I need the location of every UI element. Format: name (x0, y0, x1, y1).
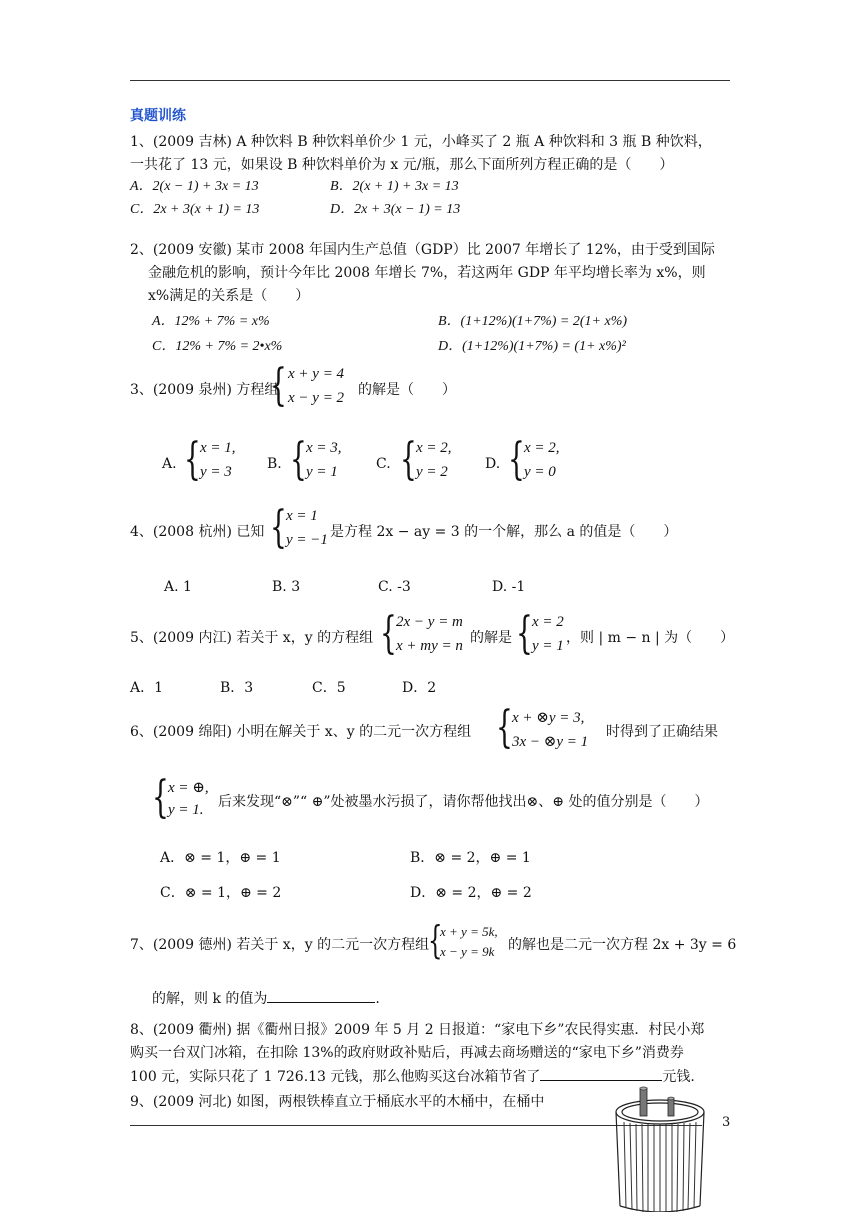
q3-eq2: x − y = 2 (288, 390, 345, 406)
brace-icon: { (270, 360, 287, 411)
q8-answer-blank[interactable] (540, 1066, 662, 1081)
q6-line2: 后来发现“⊗”“ ⊕”处被墨水污损了，请你帮他找出⊗、⊕ 处的值分别是（ ） (218, 794, 709, 810)
q6-prefix: 6、(2009 绵阳) 小明在解关于 x、y 的二元一次方程组 (130, 724, 472, 740)
brace-icon: { (400, 434, 417, 485)
q3-c-y: y = 2 (416, 464, 448, 480)
brace-icon: { (496, 702, 513, 753)
q3-d-y: y = 0 (524, 464, 556, 480)
q2-option-a: A．12% + 7% = x% (152, 314, 270, 329)
q4-option-d: D. -1 (492, 579, 526, 595)
q4-eq2: y = −1 (286, 532, 328, 548)
q5-s2: y = 1 (532, 638, 564, 654)
q3-d-label: D. (485, 456, 501, 472)
q7-eq2: x − y = 9k (440, 944, 495, 959)
q3-b-x: x = 3, (306, 440, 342, 456)
q6-suffix: 时得到了正确结果 (606, 724, 718, 740)
brace-icon: { (428, 918, 443, 962)
q5-eq1: 2x − y = m (396, 614, 463, 630)
q6-option-a: A．⊗ = 1，⊕ = 1 (160, 850, 281, 866)
q8-line3 (130, 1066, 695, 1087)
q4-option-a: A. 1 (164, 579, 192, 595)
page-number: 3 (722, 1115, 731, 1130)
q4-suffix: 是方程 2x − ay = 3 的一个解，那么 a 的值是（ ） (330, 524, 678, 540)
q6-eq1: x + ⊗y = 3, (512, 710, 585, 726)
q9-line1: 9、(2009 河北) 如图，两根铁棒直立于桶底水平的木桶中，在桶中 (130, 1094, 545, 1110)
q3-c-label: C. (376, 456, 391, 472)
q1-option-b: B．2(x + 1) + 3x = 13 (330, 179, 459, 194)
q8-line1: 8、(2009 衢州) 据《衢州日报》2009 年 5 月 2 日报道：“家电下乡”农民得实惠．村民小郑 (130, 1022, 705, 1038)
q7-answer-blank[interactable] (267, 988, 375, 1003)
brace-icon: { (516, 608, 533, 659)
q2-option-d: D．(1+12%)(1+7%) = (1+ x%)² (438, 339, 626, 354)
q3-a-label: A. (162, 456, 177, 472)
q5-suffix: ，则 | m − n | 为（ ） (566, 630, 735, 646)
q3-suffix: 的解是（ ） (358, 382, 456, 398)
q3-c-x: x = 2, (416, 440, 452, 456)
q3-eq1: x + y = 4 (288, 366, 345, 382)
q7-prefix: 7、(2009 德州) 若关于 x，y 的二元一次方程组 (130, 937, 430, 953)
q3-b-label: B. (267, 456, 282, 472)
q6-option-d: D．⊗ = 2，⊕ = 2 (410, 885, 532, 901)
q1-option-d: D．2x + 3(x − 1) = 13 (330, 202, 461, 217)
header-rule (130, 80, 730, 81)
q7-line2-text: 的解，则 k 的值为 (152, 991, 268, 1007)
q7-line2-end: . (375, 991, 380, 1007)
brace-icon: { (508, 434, 525, 485)
q1-option-c: C．2x + 3(x + 1) = 13 (130, 202, 260, 217)
q5-prefix: 5、(2009 内江) 若关于 x，y 的方程组 (130, 630, 374, 646)
q4-option-c: C. -3 (378, 579, 411, 595)
q7-eq1: x + y = 5k, (440, 924, 498, 939)
q5-option-b: B．3 (220, 680, 254, 696)
q1-option-a: A．2(x − 1) + 3x = 13 (130, 179, 259, 194)
q3-a-x: x = 1, (200, 440, 236, 456)
q8-line2: 购买一台双门冰箱，在扣除 13%的政府财政补贴后，再减去商场赠送的“家电下乡”消费券 (130, 1045, 684, 1061)
brace-icon: { (290, 434, 307, 485)
q5-option-c: C．5 (312, 680, 346, 696)
q5-option-d: D．2 (402, 680, 437, 696)
q2-option-b: B．(1+12%)(1+7%) = 2(1+ x%) (438, 314, 628, 329)
q6-eq2: 3x − ⊗y = 1 (512, 734, 589, 750)
q3-d-x: x = 2, (524, 440, 560, 456)
q6-option-c: C．⊗ = 1，⊕ = 2 (160, 885, 282, 901)
q5-mid: 的解是 (470, 630, 512, 646)
q2-line1: 2、(2009 安徽) 某市 2008 年国内生产总值（GDP）比 2007 年增长了 12%，由于受到国际 (130, 242, 715, 258)
q3-a-y: y = 3 (200, 464, 232, 480)
q1-line2: 一共花了 13 元，如果设 B 种饮料单价为 x 元/瓶，那么下面所列方程正确的是（ ） (130, 157, 674, 173)
q6-option-b: B．⊗ = 2，⊕ = 1 (410, 850, 531, 866)
q2-line3: x%满足的关系是（ ） (148, 288, 310, 304)
q2-line2: 金融危机的影响，预计今年比 2008 年增长 7%，若这两年 GDP 年平均增长率为 x%，则 (148, 265, 706, 281)
brace-icon: { (152, 772, 169, 823)
q5-option-a: A．1 (130, 680, 164, 696)
q1-line1: 1、(2009 吉林) A 种饮料 B 种饮料单价少 1 元，小峰买了 2 瓶 A 种饮料和 3 瓶 B 种饮料， (130, 134, 712, 150)
q7-suffix: 的解也是二元一次方程 2x + 3y = 6 (508, 937, 737, 953)
q4-eq1: x = 1 (286, 508, 318, 524)
brace-icon: { (380, 608, 397, 659)
q6-s1: x = ⊕, (168, 780, 209, 796)
q3-b-y: y = 1 (306, 464, 338, 480)
brace-icon: { (184, 434, 201, 485)
q5-s1: x = 2 (532, 614, 564, 630)
q4-option-b: B. 3 (272, 579, 301, 595)
q3-prefix: 3、(2009 泉州) 方程组 (130, 382, 279, 398)
section-title: 真题训练 (130, 108, 186, 124)
barrel-figure (604, 1086, 716, 1212)
q6-s2: y = 1. (168, 802, 204, 818)
q2-option-c: C．12% + 7% = 2•x% (152, 339, 283, 354)
brace-icon: { (270, 502, 287, 553)
q4-prefix: 4、(2008 杭州) 已知 (130, 524, 265, 540)
q7-line2 (152, 988, 380, 1009)
q5-eq2: x + my = n (396, 638, 463, 654)
q8-line3-text: 100 元，实际只花了 1 726.13 元钱，那么他购买这台冰箱节省了 (130, 1069, 541, 1085)
q8-line3-end: 元钱. (662, 1069, 695, 1085)
